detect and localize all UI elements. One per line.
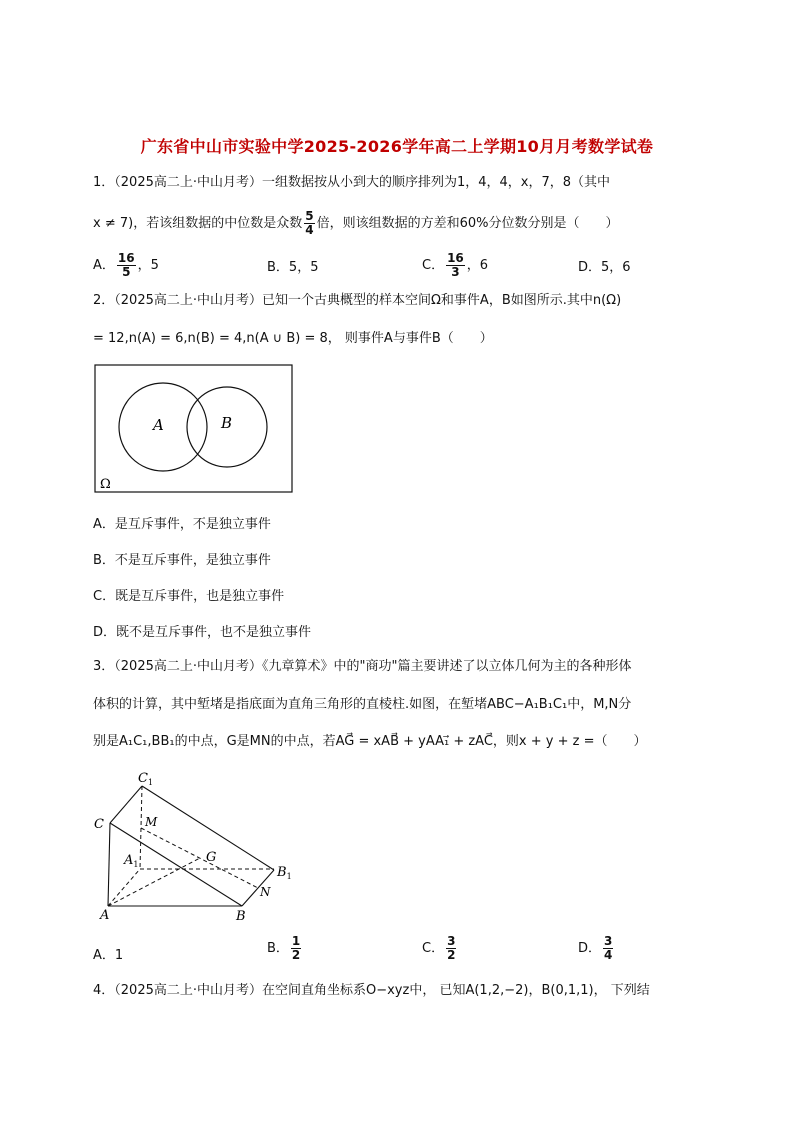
edge-c-a (108, 823, 110, 906)
q2-line1: 2．（2025高二上·中山月考）已知一个古典概型的样本空间Ω和事件A，B如图所示.其中n(Ω) (93, 293, 622, 308)
q2-option-d[interactable]: D．既不是互斥事件，也不是独立事件 (93, 625, 312, 640)
label-b: B (236, 909, 246, 924)
sample-space-rect (95, 365, 292, 492)
q1-option-c[interactable]: C． $\frac{16}{3}$ ，6 (422, 251, 489, 279)
edge-a-a1 (108, 869, 140, 906)
q1-line1: 1．（2025高二上·中山月考）一组数据按从小到大的顺序排列为1，4，4，x，7，8（其中 (93, 175, 611, 190)
q3-line2: 体积的计算，其中堑堵是指底面为直角三角形的直棱柱.如图，在堑堵ABC−A₁B₁C₁中，M,N分 (93, 697, 632, 712)
venn-label-b: B (221, 414, 233, 432)
q1-option-d[interactable]: D．5，6 (578, 260, 631, 275)
q1-line2 (93, 210, 618, 237)
label-a: A (100, 908, 110, 923)
edge-c-c1 (110, 786, 142, 823)
q3-option-c[interactable]: C． $\frac{3}{2}$ (422, 934, 456, 962)
label-g: G (206, 850, 217, 865)
q3-option-a[interactable]: A．1 (93, 948, 124, 963)
label-c1: $C_1$ (138, 771, 154, 787)
q2-option-a[interactable]: A．是互斥事件，不是独立事件 (93, 517, 271, 532)
q1-line2-end: 倍，则该组数据的方差和60%分位数分别是（ ） (316, 216, 619, 231)
venn-label-omega: Ω (100, 477, 111, 492)
label-a1: $A_1$ (124, 853, 139, 869)
label-c: C (94, 817, 104, 832)
q1-option-b[interactable]: B．5，5 (267, 260, 319, 275)
label-b1: $B_1$ (277, 865, 292, 881)
q3-line1: 3．（2025高二上·中山月考）《九章算术》中的"商功"篇主要讲述了以立体几何为主的各种形体 (93, 659, 632, 674)
q2-line2: = 12,n(A) = 6,n(B) = 4,n(A ∪ B) = 8， 则事件A与事件B（ ） (93, 331, 493, 346)
label-n: N (260, 885, 271, 899)
q4-line1: 4．（2025高二上·中山月考）在空间直角坐标系O−xyz中， 已知A(1,2,−2)，B(0,1,1)， 下列结 (93, 983, 650, 998)
segment-a-g (108, 858, 200, 906)
venn-diagram (94, 364, 294, 494)
q2-option-c[interactable]: C．既是互斥事件，也是独立事件 (93, 589, 285, 604)
q3-option-d[interactable]: D． $\frac{3}{4}$ (578, 934, 613, 962)
q1-fraction: $\frac{5}{4}$ (305, 209, 314, 237)
prism-figure (92, 768, 302, 926)
label-m: M (145, 815, 158, 829)
edge-c1-a1 (140, 786, 142, 869)
q1-line2-start: x ≠ 7)，若该组数据的中位数是众数 (93, 216, 303, 231)
venn-label-a: A (153, 416, 164, 434)
q3-option-b[interactable]: B． $\frac{1}{2}$ (267, 934, 301, 962)
page-title: 广东省中山市实验中学2025-2026学年高二上学期10月月考数学试卷 (140, 137, 654, 156)
q3-line3: 别是A₁C₁,BB₁的中点，G是MN的中点，若AG⃗ = xAB⃗ + yAA₁⃗ + zAC⃗，则x + y + z =（ ） (93, 734, 647, 749)
q1-option-a[interactable]: A． $\frac{16}{5}$ ，5 (93, 251, 159, 279)
q2-option-b[interactable]: B．不是互斥事件，是独立事件 (93, 553, 271, 568)
